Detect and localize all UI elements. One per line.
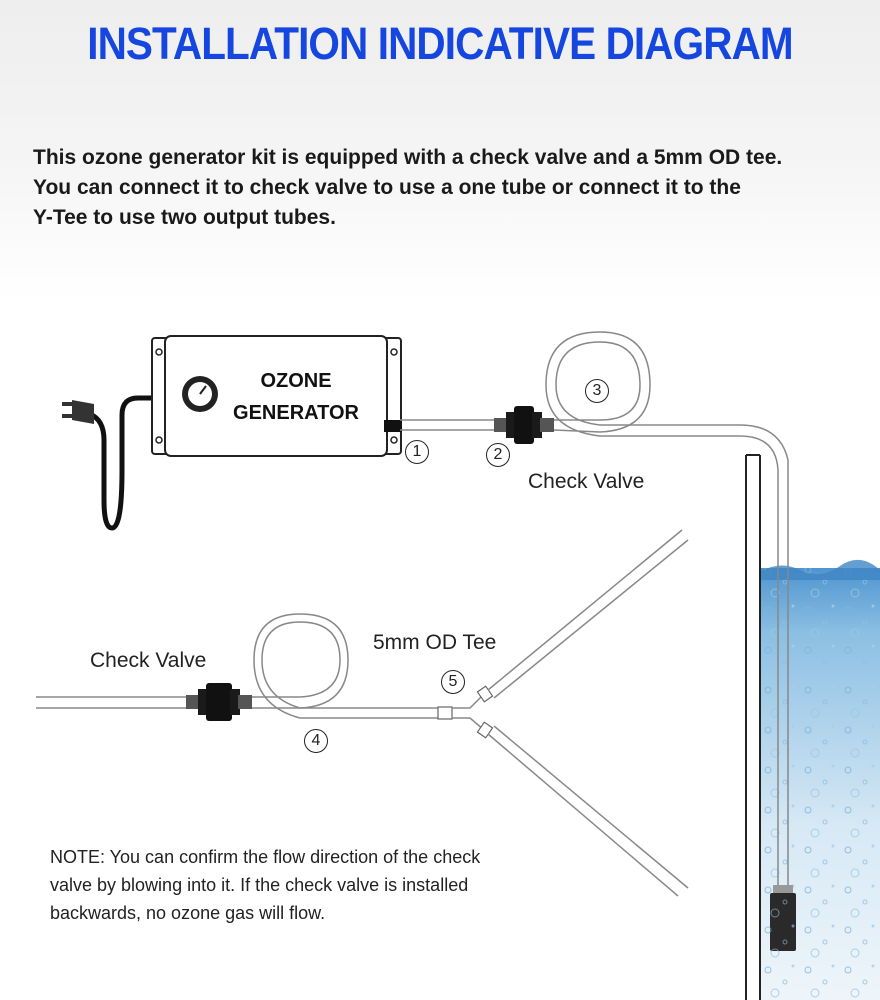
marker-1: 1 [405,440,429,464]
marker-5: 5 [441,670,465,694]
check-valve-top-label: Check Valve [528,470,645,493]
marker-4: 4 [304,729,328,753]
check-valve-bottom-label: Check Valve [90,649,207,672]
intro-line-2: You can connect it to check valve to use a one tube or connect it to the [33,176,741,199]
y-tee [438,686,493,738]
plug-icon [62,400,94,424]
tube-inlet-bottom [36,697,200,708]
intro-line-1: This ozone generator kit is equipped with a check valve and a 5mm OD tee. [33,146,783,169]
marker-3: 3 [585,379,609,403]
aquarium-wall [746,455,760,1000]
note-line-1: NOTE: You can confirm the flow direction of the check [50,847,481,867]
note-line-3: backwards, no ozone gas will flow. [50,903,326,923]
note-line-2: valve by blowing into it. If the check valve is installed [50,875,469,895]
power-cord [90,398,160,528]
note-text [50,843,570,927]
check-valve-bottom-icon [186,683,252,721]
timer-dial-icon [182,376,218,412]
tube-coil-bottom [252,614,440,718]
page-title: INSTALLATION INDICATIVE DIAGRAM [87,18,793,69]
marker-2: 2 [486,443,510,467]
tube-branches [488,530,688,896]
check-valve-top-icon [494,406,554,444]
air-stone [770,885,796,951]
generator-label-line-1: OZONE [260,370,332,392]
tee-label: 5mm OD Tee [373,631,497,654]
intro-line-3: Y-Tee to use two output tubes. [33,206,336,229]
generator-label-line-2: GENERATOR [233,402,359,424]
tube-generator-to-valve [400,420,510,430]
